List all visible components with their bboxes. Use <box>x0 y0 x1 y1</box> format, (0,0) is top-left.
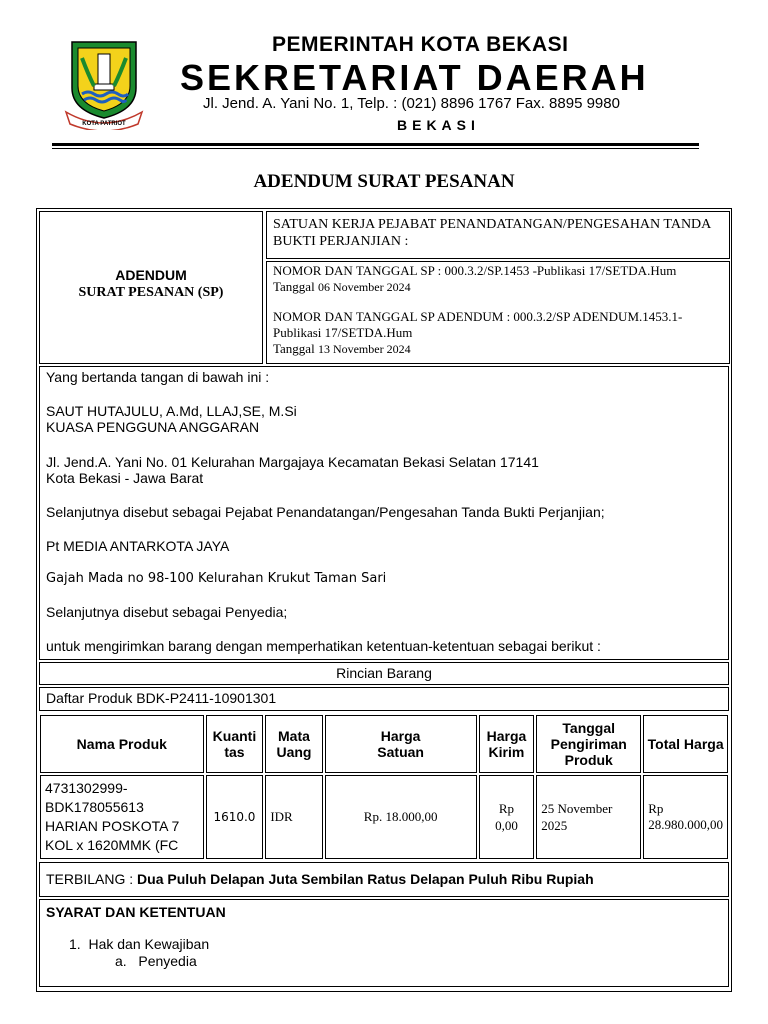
amount-in-words-label: TERBILANG : <box>46 871 134 887</box>
unit-label: SATUAN KERJA PEJABAT PENANDATANGAN/PENGESAHAN TANDA BUKTI PERJANJIAN : <box>273 217 711 249</box>
terms-title: SYARAT DAN KETENTUAN <box>46 904 226 920</box>
cell-unit-price: Rp. 18.000,00 <box>325 775 477 859</box>
intro-text: Yang bertanda tangan di bawah ini : <box>46 369 270 385</box>
cell-product-name: 4731302999- BDK178055613 HARIAN POSKOTA 7 KOL x 1620MMK (FC <box>40 775 204 859</box>
letterhead-rule-thick <box>52 143 699 146</box>
terms-item-1-label: Hak dan Kewajiban <box>88 936 210 952</box>
header-left-title: ADENDUM <box>115 267 187 283</box>
signer-name: SAUT HUTAJULU, A.Md, LLAJ,SE, M.Si <box>46 403 297 419</box>
sp-number-cell <box>266 261 730 364</box>
col-header-delivery-date: Tanggal Pengiriman Produk <box>536 715 641 773</box>
svg-text:KOTA PATRIOT: KOTA PATRIOT <box>82 121 126 127</box>
adendum-date: 13 November 2024 <box>317 342 411 356</box>
government-name: PEMERINTAH KOTA BEKASI <box>272 33 569 56</box>
table-row <box>40 775 728 859</box>
letterhead-rule-thin <box>52 148 699 149</box>
signer-address-line1: Jl. Jend.A. Yani No. 01 Kelurahan Margajaya Kecamatan Bekasi Selatan 17141 <box>46 454 539 470</box>
office-address: Jl. Jend. A. Yani No. 1, Telp. : (021) 8896 1767 Fax. 8895 9980 <box>203 95 620 112</box>
product-table <box>38 713 730 861</box>
signer-address-line2: Kota Bekasi - Jawa Barat <box>46 470 204 486</box>
col-header-shipping: Harga Kirim <box>479 715 535 773</box>
signer-role: KUASA PENGGUNA ANGGARAN <box>46 419 260 435</box>
col-header-total: Total Harga <box>643 715 728 773</box>
cell-quantity: 1610.0 <box>206 775 264 859</box>
product-list-id: Daftar Produk BDK-P2411-10901301 <box>46 690 277 706</box>
city-logo <box>64 38 144 130</box>
amount-in-words-value: Dua Puluh Delapan Juta Sembilan Ratus Delapan Puluh Ribu Rupiah <box>137 871 594 887</box>
details-title-cell <box>39 662 729 685</box>
cell-total: Rp 28.980.000,00 <box>643 775 728 859</box>
bekasi-emblem-icon <box>64 38 144 130</box>
office-city: BEKASI <box>397 117 480 133</box>
header-left-subtitle: SURAT PESANAN (SP) <box>78 285 224 300</box>
adendum-number-label: NOMOR DAN TANGGAL SP ADENDUM : 000.3.2/SP ADENDUM.1453.1-Publikasi 17/SETDA.Hum <box>273 309 683 340</box>
vendor-designation: Selanjutnya disebut sebagai Penyedia; <box>46 604 288 620</box>
document-title: ADENDUM SURAT PESANAN <box>253 171 515 192</box>
terms-item-1a-letter: a. <box>115 953 127 969</box>
parties-cell <box>39 366 729 660</box>
unit-cell <box>266 211 730 259</box>
sp-date-prefix: Tanggal <box>273 279 315 294</box>
purpose-text: untuk mengirimkan barang dengan memperhatikan ketentuan-ketentuan sebagai berikut : <box>46 638 601 654</box>
table-header-row <box>40 715 728 773</box>
col-header-currency: Mata Uang <box>265 715 322 773</box>
cell-shipping: Rp 0,00 <box>479 775 535 859</box>
adendum-date-prefix: Tanggal <box>273 341 315 356</box>
sp-date: 06 November 2024 <box>317 280 411 294</box>
terms-item-1a <box>115 953 197 969</box>
terms-item-1a-label: Penyedia <box>138 953 197 969</box>
header-left-cell <box>39 211 263 364</box>
terms-item-1-number: 1. <box>69 936 81 952</box>
col-header-unit-price: Harga Satuan <box>325 715 477 773</box>
terms-item-1 <box>69 936 209 952</box>
vendor-name: Pt MEDIA ANTARKOTA JAYA <box>46 538 230 554</box>
product-list-cell <box>39 687 729 711</box>
sp-number-label: NOMOR DAN TANGGAL SP : 000.3.2/SP.1453 -Publikasi 17/SETDA.Hum <box>273 263 677 278</box>
details-title: Rincian Barang <box>336 665 432 681</box>
amount-in-words-cell <box>39 862 729 897</box>
col-header-quantity: Kuanti tas <box>206 715 264 773</box>
terms-cell <box>39 899 729 987</box>
col-header-name: Nama Produk <box>40 715 204 773</box>
signer-designation: Selanjutnya disebut sebagai Pejabat Penandatangan/Pengesahan Tanda Bukti Perjanjian; <box>46 504 605 520</box>
cell-delivery-date: 25 November 2025 <box>536 775 641 859</box>
cell-currency: IDR <box>265 775 322 859</box>
vendor-address: Gajah Mada no 98-100 Kelurahan Krukut Taman Sari <box>46 571 387 586</box>
department-name: SEKRETARIAT DAERAH <box>180 57 649 98</box>
